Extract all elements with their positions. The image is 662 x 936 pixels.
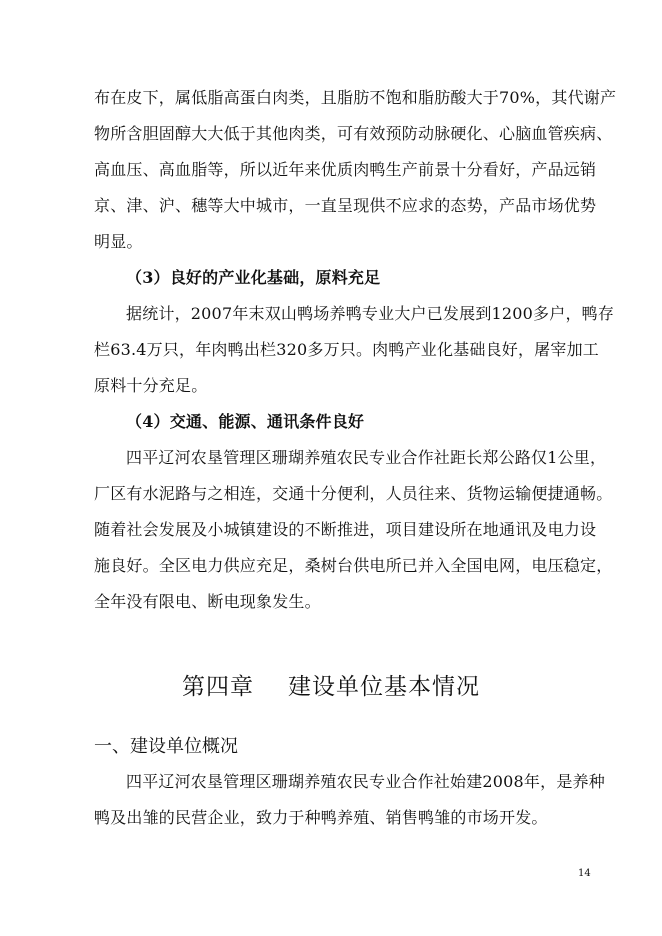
paragraph-2-line-3: 原料十分充足。 [94, 376, 208, 395]
paragraph-3-line-2: 厂区有水泥路与之相连，交通十分便利，人员往来、货物运输便捷通畅。 [94, 484, 613, 503]
section-heading: 一、建设单位概况 [94, 736, 238, 757]
subheading-3: （3）良好的产业化基础，原料充足 [126, 268, 381, 287]
paragraph-3-line-3: 随着社会发展及小城镇建设的不断推进，项目建设所在地通讯及电力设 [94, 520, 597, 539]
paragraph-2-line-2: 栏63.4万只，年肉鸭出栏320多万只。肉鸭产业化基础良好，屠宰加工 [94, 340, 599, 359]
chapter-title [0, 672, 662, 702]
chapter-number: 第四章 [182, 674, 254, 700]
paragraph-2-line-1: 据统计，2007年末双山鸭场养鸭专业大户已发展到1200多户，鸭存 [126, 304, 615, 323]
paragraph-1-line-5: 明显。 [94, 232, 143, 251]
paragraph-1-line-1: 布在皮下，属低脂高蛋白肉类，且脂肪不饱和脂肪酸大于70%，其代谢产 [94, 88, 617, 107]
page-number: 14 [578, 868, 591, 879]
paragraph-1-line-3: 高血压、高血脂等，所以近年来优质肉鸭生产前景十分看好，产品远销 [94, 160, 597, 179]
paragraph-3-line-5: 全年没有限电、断电现象发生。 [94, 592, 321, 611]
paragraph-1-line-2: 物所含胆固醇大大低于其他肉类，可有效预防动脉硬化、心脑血管疾病、 [94, 124, 613, 143]
paragraph-4-line-2: 鸭及出雏的民营企业，致力于种鸭养殖、销售鸭雏的市场开发。 [94, 808, 548, 827]
paragraph-1-line-4: 京、津、沪、穗等大中城市，一直呈现供不应求的态势，产品市场优势 [94, 196, 597, 215]
chapter-name: 建设单位基本情况 [288, 674, 480, 700]
paragraph-4-line-1: 四平辽河农垦管理区珊瑚养殖农民专业合作社始建2008年，是养种 [126, 772, 605, 791]
paragraph-3-line-4: 施良好。全区电力供应充足，桑树台供电所已并入全国电网，电压稳定， [94, 556, 613, 575]
paragraph-3-line-1: 四平辽河农垦管理区珊瑚养殖农民专业合作社距长郑公路仅1公里， [126, 448, 607, 467]
subheading-4: （4）交通、能源、通讯条件良好 [126, 412, 365, 431]
